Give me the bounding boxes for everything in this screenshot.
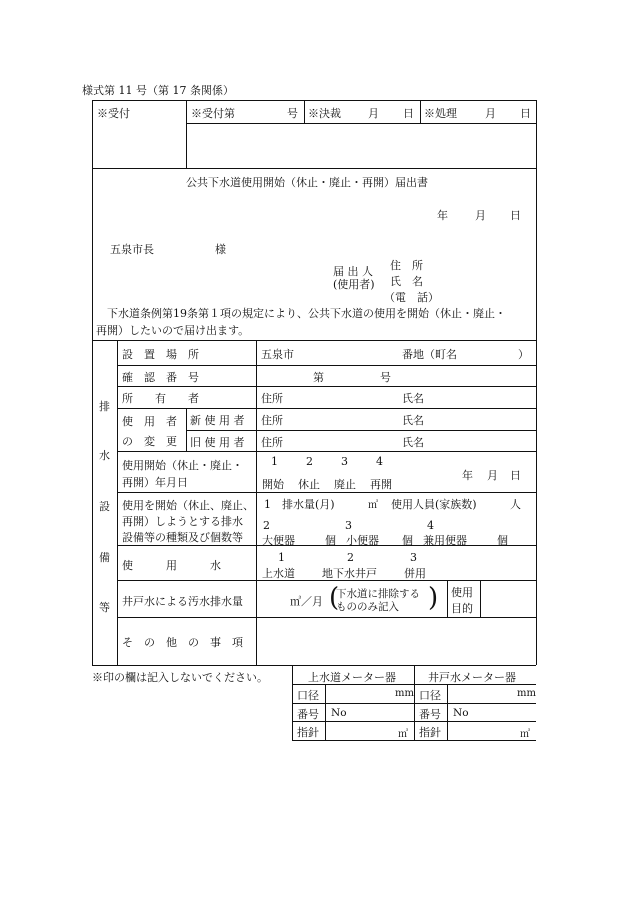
notifier-phone-label: （電 話） <box>384 291 439 304</box>
equip-big-toilet: 大便器 <box>262 534 295 547</box>
location-label: 設 置 場 所 <box>122 348 199 361</box>
start-day: 日 <box>510 469 521 482</box>
water-meter-reading-label: 指針 <box>297 726 319 739</box>
new-user-address-label: 住所 <box>261 414 283 427</box>
rule-row-2 <box>117 386 536 387</box>
start-label-1: 使用開始（休止・廃止・ <box>122 459 243 472</box>
notifier-name-label: 氏 名 <box>390 275 423 288</box>
processing-month: 月 <box>485 107 496 120</box>
table-border-left <box>92 100 93 665</box>
decision-month: 月 <box>368 107 379 120</box>
well-unit: ㎥／月 <box>290 595 323 608</box>
well-note-right-paren: ) <box>428 583 439 613</box>
rule-office-v1 <box>186 100 187 168</box>
meter-v2 <box>447 684 448 740</box>
well-note-line-2: もののみ記入 <box>336 601 399 613</box>
equip-num-4: 4 <box>427 519 434 532</box>
purpose-label-2: 目的 <box>451 602 473 615</box>
equip-people: 使用人員(家族数) <box>391 498 477 511</box>
confirm-label: 確 認 番 号 <box>122 371 199 384</box>
equip-label-3: 設備等の種類及び個数等 <box>122 531 243 544</box>
date-month: 月 <box>475 209 486 222</box>
user-change-label-2: の 変 更 <box>122 435 177 448</box>
rule-statement-end <box>92 340 536 341</box>
water-meter-diameter-label: 口径 <box>297 689 319 702</box>
water-meter-no: No <box>331 707 347 719</box>
addressee: 五泉市長 <box>110 243 154 256</box>
notifier-user-paren: (使用者) <box>333 278 375 291</box>
old-user-address-label: 住所 <box>261 436 283 449</box>
table-border-right <box>536 100 537 665</box>
reception-label: ※受付 <box>97 107 130 120</box>
well-meter-title: 井戸水メーター器 <box>428 671 516 684</box>
decision-day: 日 <box>403 107 414 120</box>
rule-label-col <box>256 340 257 665</box>
confirm-dai: 第 <box>313 371 324 384</box>
water-num-1: 1 <box>278 551 285 564</box>
side-char-5: 等 <box>99 601 110 614</box>
owner-label: 所 有 者 <box>122 392 199 405</box>
decision-label: ※決裁 <box>308 107 341 120</box>
side-char-4: 備 <box>99 551 110 564</box>
document-title: 公共下水道使用開始（休止・廃止・再開）届出書 <box>186 176 428 189</box>
footer-note: ※印の欄は記入しないでください。 <box>92 671 268 684</box>
form-number: 様式第 11 号（第 17 条関係） <box>82 84 234 97</box>
equip-ko-2: 個 <box>402 534 413 547</box>
start-opt-resume: 再開 <box>370 478 392 491</box>
equip-ko-3: 個 <box>497 534 508 547</box>
rule-user-sub <box>186 408 187 451</box>
statement-line-1: 下水道条例第19条第１項の規定により、公共下水道の使用を開始（休止・廃止・ <box>96 307 506 320</box>
rule-row-1 <box>117 365 536 366</box>
well-meter-no: No <box>453 707 469 719</box>
start-opt-start: 開始 <box>262 478 284 491</box>
well-meter-reading-label: 指針 <box>419 726 441 739</box>
rule-office-end <box>92 168 536 169</box>
confirm-go: 号 <box>380 371 391 384</box>
well-meter-m3-unit: ㎥ <box>520 729 530 740</box>
equip-num-3: 3 <box>345 519 352 532</box>
water-label: 使 用 水 <box>122 559 221 572</box>
equip-combined-toilet: 兼用便器 <box>423 534 467 547</box>
old-user-label: 旧 使 用 者 <box>190 436 245 449</box>
start-month: 月 <box>487 469 498 482</box>
start-year: 年 <box>462 469 473 482</box>
well-meter-number-label: 番号 <box>419 708 441 721</box>
equip-discharge: 1 排水量(月) <box>264 498 335 511</box>
reception-no-label: ※受付第 <box>191 107 235 120</box>
water-opt-well: 地下水井戸 <box>322 567 377 580</box>
notifier-address-label: 住 所 <box>390 259 423 272</box>
water-num-2: 2 <box>347 551 354 564</box>
water-opt-both: 併用 <box>404 567 426 580</box>
start-num-3: 3 <box>341 455 348 468</box>
addressee-sama: 様 <box>215 243 226 256</box>
well-meter-mm-unit: mm <box>517 688 536 699</box>
equip-num-2: 2 <box>263 519 270 532</box>
rule-office-v3 <box>420 100 421 123</box>
owner-address-label: 住所 <box>261 392 283 405</box>
meter-bottom <box>292 740 536 741</box>
well-meter-diameter-label: 口径 <box>419 689 441 702</box>
meter-left <box>292 665 293 740</box>
start-num-4: 4 <box>376 455 383 468</box>
water-meter-mm-unit: mm <box>395 688 414 699</box>
rule-row-8 <box>117 617 536 618</box>
location-close: ） <box>518 348 529 361</box>
user-change-label-1: 使 用 者 <box>122 415 177 428</box>
meter-v1 <box>325 684 326 740</box>
location-banchi: 番地（町名 <box>402 348 457 361</box>
purpose-label-1: 使用 <box>451 586 473 599</box>
well-note-left-paren: ( <box>329 583 340 613</box>
rule-row-4 <box>117 451 536 452</box>
rule-office-1 <box>186 123 536 124</box>
statement-line-2: 再開）したいので届け出ます。 <box>96 324 250 337</box>
equip-nin: 人 <box>510 498 521 511</box>
rule-row-5 <box>117 492 536 493</box>
start-label-2: 再開）年月日 <box>122 476 188 489</box>
processing-day: 日 <box>520 107 531 120</box>
date-year: 年 <box>437 209 448 222</box>
water-opt-tap: 上水道 <box>262 567 295 580</box>
equip-label-2: 再開）しようとする排水 <box>122 515 243 528</box>
side-char-1: 排 <box>99 400 110 413</box>
water-meter-title: 上水道メーター器 <box>308 671 396 684</box>
date-day: 日 <box>510 209 521 222</box>
notifier-label: 届 出 人 <box>333 265 373 278</box>
start-num-2: 2 <box>306 455 313 468</box>
water-meter-number-label: 番号 <box>297 708 319 721</box>
old-user-name-label: 氏名 <box>402 436 424 449</box>
equip-m3-unit: ㎥ <box>368 500 378 511</box>
new-user-name-label: 氏名 <box>402 414 424 427</box>
meter-mid <box>414 665 415 740</box>
rule-row-3 <box>117 408 536 409</box>
water-meter-m3-unit: ㎥ <box>398 729 408 740</box>
processing-label: ※処理 <box>424 107 457 120</box>
well-label: 井戸水による汚水排水量 <box>122 595 243 608</box>
rule-office-v2 <box>304 100 305 123</box>
equip-ko-1: 個 <box>325 534 336 547</box>
rule-row-4a <box>186 430 536 431</box>
rule-purpose-l <box>447 580 448 617</box>
table-border-top <box>92 100 536 101</box>
well-note-line-1: 下水道に排除する <box>336 588 420 600</box>
side-char-2: 水 <box>99 449 110 462</box>
owner-name-label: 氏名 <box>402 392 424 405</box>
equip-small-toilet: 小便器 <box>346 534 379 547</box>
side-char-3: 設 <box>99 500 110 513</box>
new-user-label: 新 使 用 者 <box>190 414 245 427</box>
rule-side <box>117 340 118 665</box>
location-city: 五泉市 <box>261 348 294 361</box>
start-num-1: 1 <box>271 455 278 468</box>
rule-purpose-r <box>480 580 481 617</box>
other-label: そ の 他 の 事 項 <box>122 636 243 649</box>
start-opt-suspend: 休止 <box>298 478 320 491</box>
water-num-3: 3 <box>410 551 417 564</box>
start-opt-abolish: 廃止 <box>334 478 356 491</box>
reception-go: 号 <box>287 107 298 120</box>
equip-label-1: 使用を開始（休止、廃止、 <box>122 499 254 512</box>
